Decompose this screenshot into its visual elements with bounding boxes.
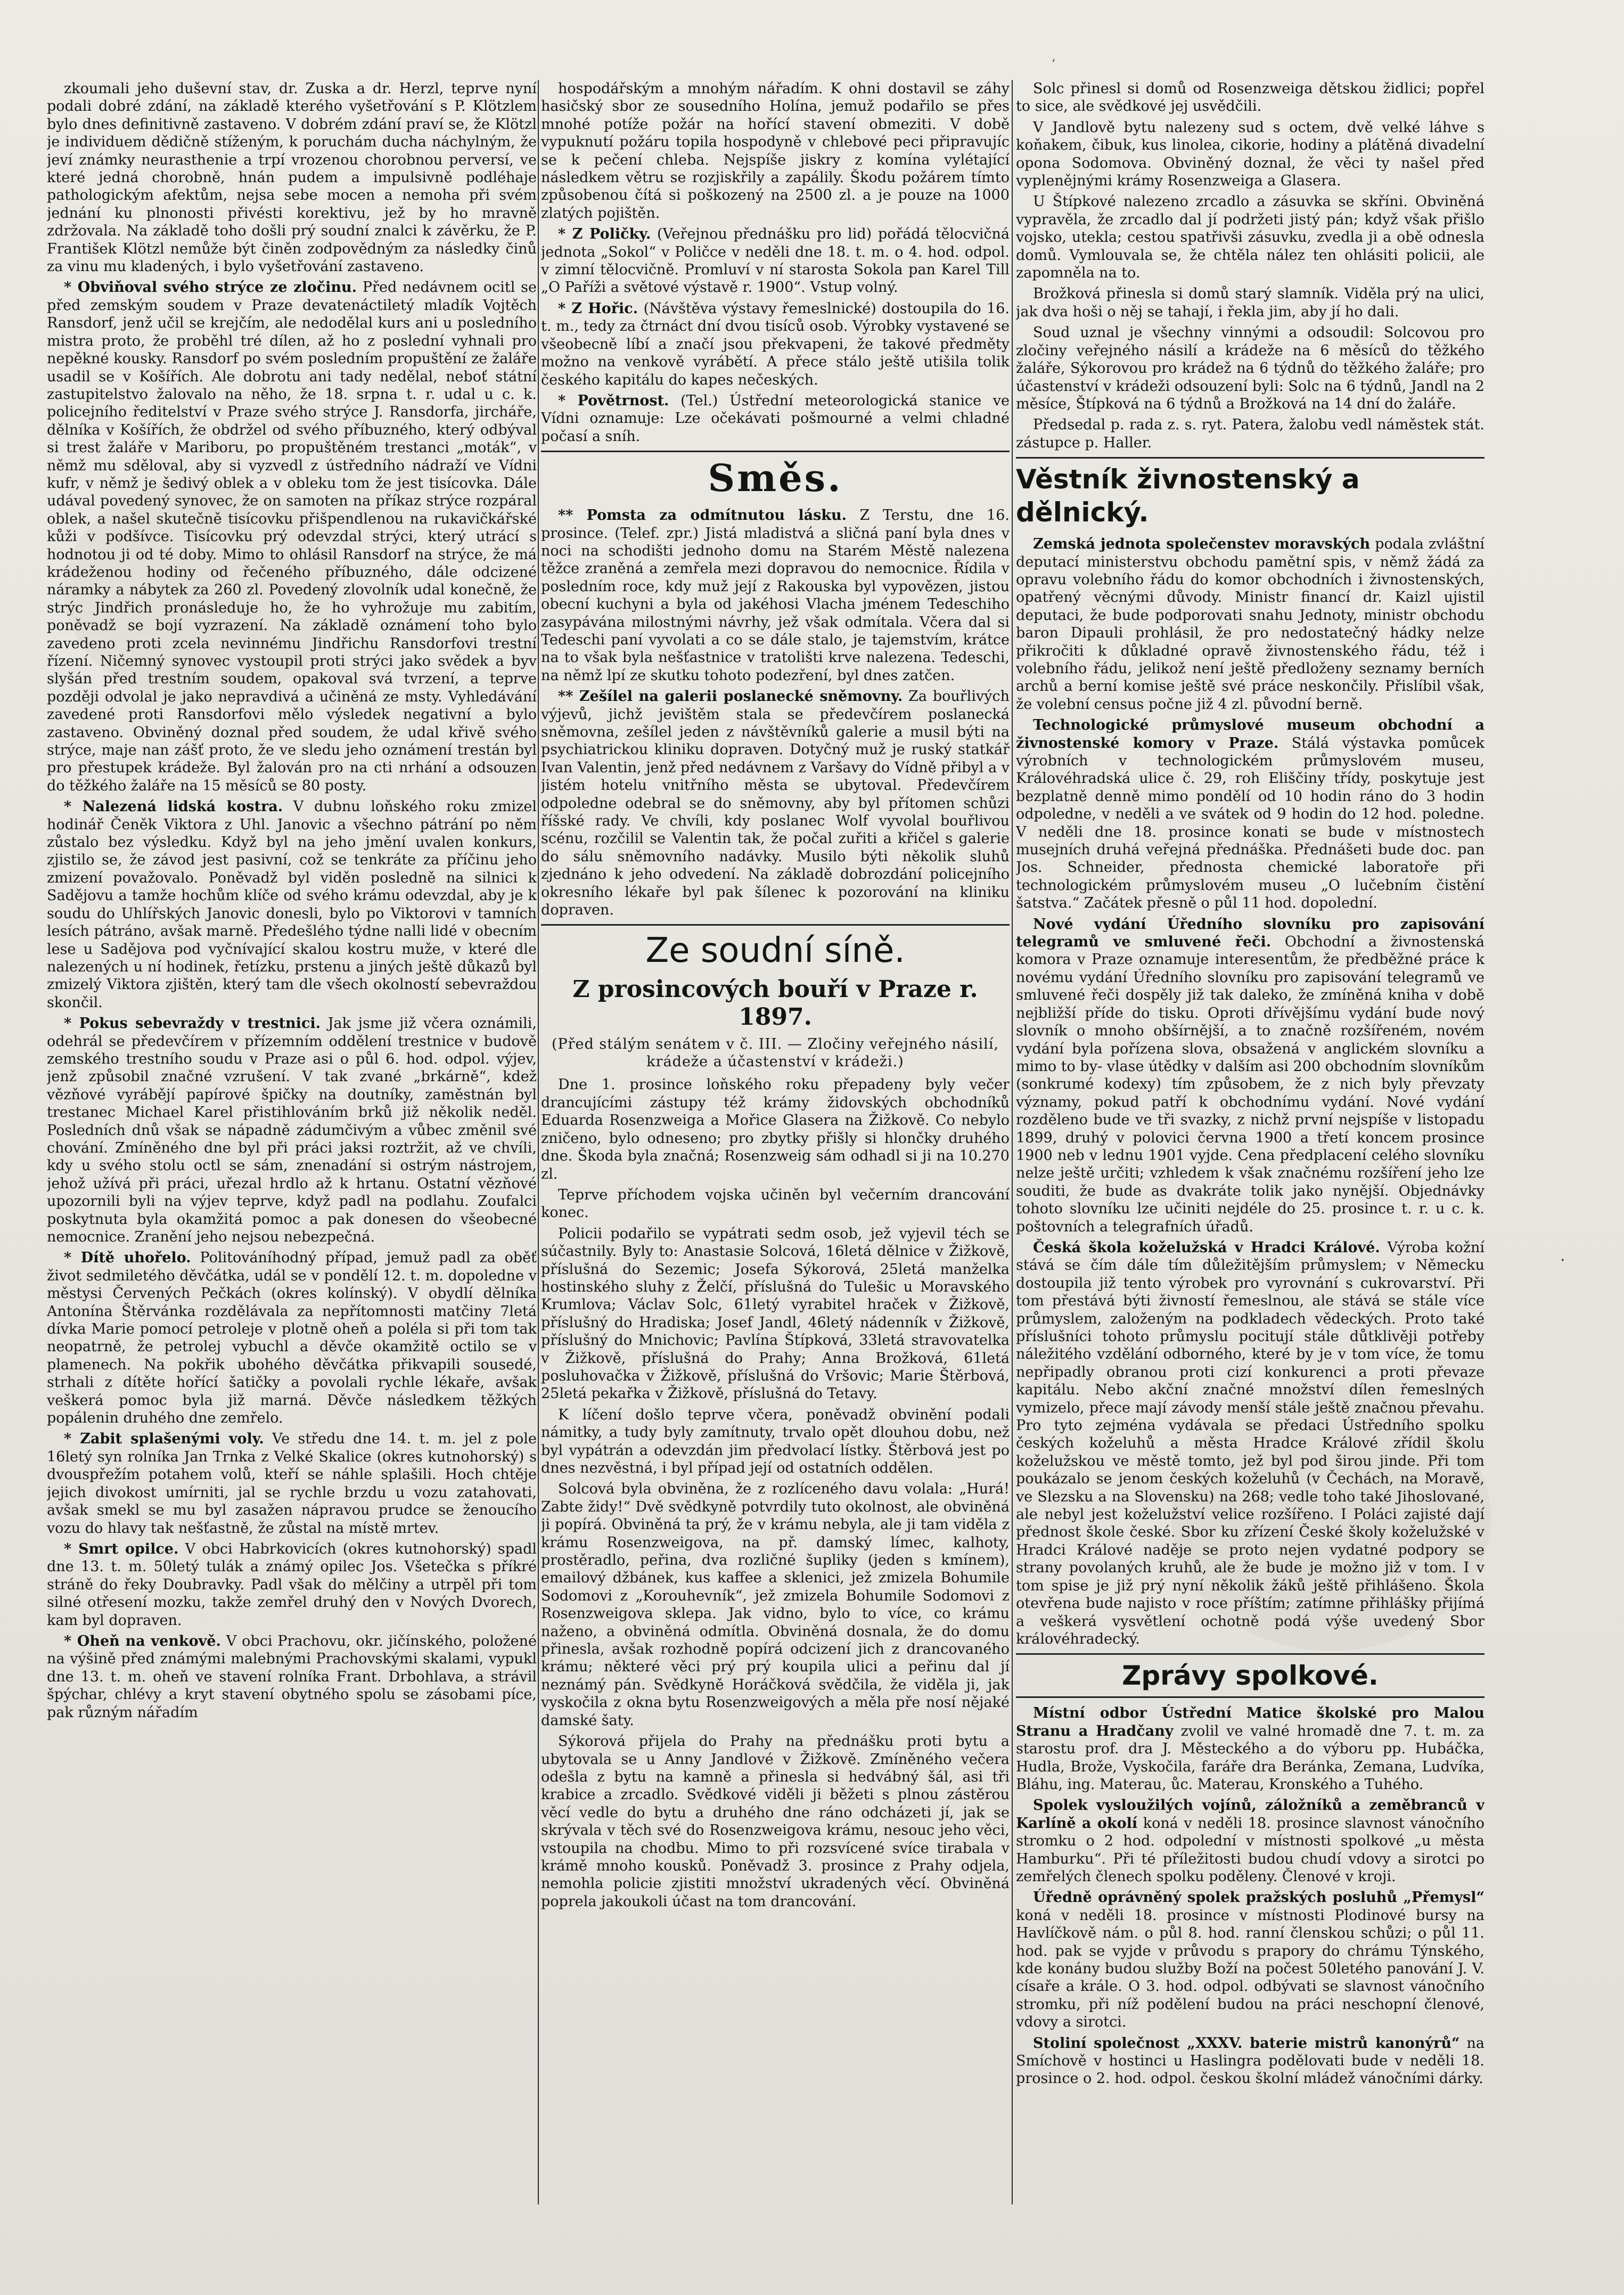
article-text: (Návštěva výstavy řemeslnické) dostoupila do 16. t. m., tedy za čtrnáct dní dvou tisíců osob. Výrobky vystavené se všeobecně líbí a značí jsou překvapeni, že takové předměty možno na venkově vyrábětí. A přece stálo ještě utišila tolik českého kapitálu do kapes nečeských. — [541, 300, 1010, 388]
article-text: Za bouřlivých výjevů, jichž jevištěm stala se předevčírem poslanecká sněmovna, zešílel jeden z návštěvníků galerie a musil býti na psychiatrickou kliniku dopraven. Dotyčný muž je ruský statkář Ivan Valentin, jenž před nedávnem z Varšavy do Vídně přibyl a v jistém hotelu vnitřního města se ubytoval. Předevčírem odpoledne odebral se do sněmovny, aby byl přítomen schůzi říšské rady. Ve chvíli, kdy poslanec Wolf vyvolal bouřlivou scénu, rozčilil se Valentin tak, že počal zuřiti a křičel s galerie do sálu sněmovního nadávky. Musilo býti několik sluhů zjednáno k jeho odvedení. Na základě dobrozdání policejního okresního lékaře byl pak šílenec k pozorování na kliniku dopraven. — [541, 688, 1010, 919]
article-text: U Štípkové nalezeno zrcadlo a zásuvka se skříni. Obviněná vypravěla, že zrcadlo dal jí podržeti jistý pán; když však přišlo vojsko, utekla; cestou spatřivši zásuvku, zvedla ji a obě odnesla domů. Vymlouvala se, že chtěla nález ten ohlásiti policii, ale zapomněla na to. — [1016, 193, 1484, 282]
section-title-smes: Směs. — [541, 451, 1010, 500]
article-headline: * Z Hořic. — [558, 300, 638, 317]
article-text: koná v neděli 18. prosince v místnosti Plodinové bursy na Havlíčkově nám. o půl 8. hod. ranní členskou schůzi; o půl 11. hod. pak se vyjde v průvodu s prapory do chrámu Týnského, kde konány budou služby Boží na počest 50letého panování J. V. císaře a krále. O 3. hod. odpol. odbývati se slavnost vánočního stromku, při níž podělení budou na práci neschopní členové, vdovy a sirotci. — [1016, 1907, 1484, 2031]
section-subtitle-court: Z prosincových bouří v Praze r. 1897. — [572, 976, 978, 1031]
column-1 — [47, 80, 537, 2204]
article-text: zvolil ve valné hromadě dne 7. t. m. za starostu prof. dra J. Městeckého a do výboru pp. Hubáčka, Hudla, Brože, Vyskočila, faráře dra Beránka, Zemana, Ludvíka, Bláhu, ing. Materau, ůc. Materau, Kronského a Tuhého. — [1016, 1722, 1484, 1793]
section-title-vestnik: Věstník živnostenský a dělnický. — [1016, 457, 1484, 529]
article-text: (Tel.) Ústřední meteorologická stanice ve Vídni oznamuje: Lze očekávati pošmourné a velmi chladné počasí a sníh. — [541, 392, 1010, 445]
article-text: zkoumali jeho duševní stav, dr. Zuska a dr. Herzl, teprve nyní podali dobré zdání, na základě kterého vyšetřování s P. Klötzlem bylo dnes definitivně zastaveno. V dobrém zdání praví se, že Klötzl je individuem dědičně stíženým, k poruchám ducha náchylným, že jeví známky neurasthenie a trpí vrozenou chorobnou perversí, ve které jedná chorobně, hnán pudem a impulsivně podléhaje pathologickým afektům, nejsa sebe mocen a nemoha při svém jednání ku plnonosti přivésti korektivu, jež by ho mravně zdržovala. Na základě toho došli prý soudní znalci k závěrku, že P. František Klötzl nemůže být činěn zodpovědným za následky činů za vinu mu kladených, i bylo vyšetřování zastaveno. — [47, 80, 537, 275]
article-paragraph — [1016, 1239, 1484, 1648]
article-headline: Stoliní společnost „XXXV. baterie mistrů kanonýrů“ — [1033, 2035, 1460, 2052]
court-case-note: (Před stálým senátem v č. III. — Zločiny veřejného násilí, krádeže a účastenství v krádeži.) — [551, 1036, 999, 1071]
article-text: Policii podařilo se vypátrati sedm osob, jež vyjevil téch se súčastnily. Byly to: Anastasie Solcová, 16letá dělnice v Žižkově, příslušná do Sezemic; Josefa Sýkorová, 25letá manželka hostinského sluhy z Želčí, příslušná do Tulešic u Moravského Krumlova; Václav Solc, 61letý vyrabitel hraček v Žižkově, příslušný do Hradiska; Josef Jandl, 46letý nádenník v Žižkově, příslušný do Mnichovic; Pavlína Štípková, 33letá stravovatelka v Žižkově, příslušná do Prahy; Anna Brožková, 61letá posluhovačka v Žižkově, příslušná do Vršovic; Marie Štěrbová, 25letá pekařka v Žižkově, příslušná do Tetavy. — [541, 1225, 1010, 1402]
article-paragraph — [541, 225, 1010, 297]
article-headline: ** Zešílel na galerii poslanecké sněmovny. — [558, 688, 903, 705]
column-rule — [1012, 80, 1013, 2204]
article-text: Solc přinesl si domů od Rosenzweiga dětskou židlici; popřel to sice, ale svědkové jej usvědčili. — [1016, 80, 1484, 115]
article-paragraph — [47, 279, 537, 795]
article-paragraph — [541, 1733, 1010, 1910]
article-text: V obci Habrkovicích (okres kutnohorský) spadl dne 13. t. m. 50letý tulák a známý opilec Jos. Všetečka s příkré stráně do řeky Doubravky. Padl však do mělčiny a utrpěl při tom silné otřesení mozku, takže zemřel druhý den v Nových Dvorech, kam byl dopraven. — [47, 1540, 537, 1629]
margin-mark: . — [1560, 1246, 1565, 1265]
article-headline: * Smrt opilce. — [64, 1540, 179, 1557]
article-headline: Místní odbor Ústřední Matice školské pro Malou Stranu a Hradčany — [1016, 1705, 1484, 1739]
article-text: Teprve příchodem vojska učiněn byl večerním drancování konec. — [541, 1186, 1010, 1221]
article-paragraph — [1016, 80, 1484, 116]
article-paragraph — [47, 798, 537, 1011]
article-headline: * Obviňoval svého strýce ze zločinu. — [64, 279, 357, 296]
article-headline: * Zabit splašenými voly. — [64, 1431, 264, 1448]
article-text: Sýkorová přijela do Prahy na přednášku proti bytu a ubytovala se u Anny Jandlové v Žižkově. Zmíněného večera odešla z bytu na kamně a přinesla si hedvábný šál, asi tři krabice a zrcadlo. Svědkové viděli ji běžeti s plnou zástěrou věcí vedle do bytu a druhého dne ráno odcházeti jí, jak se skrývala v těch své do Rosenzweigova krámu, nesouc jeho věci, vstoupila na chodbu. Mimo to při rozsvícené svíce tirabala v krámě mnoho kousků. Poněvadž 3. prosince z Prahy odjela, nemohla policie zjistiti množství ukradených věcí. Obviněná poprela jakoukoli účast na tom drancování. — [541, 1733, 1010, 1910]
article-paragraph — [1016, 285, 1484, 321]
article-text: hospodářským a mnohým nářadím. K ohni dostavil se záhy hasičský sbor ze sousedního Holína, jemuž podařilo se přes mnohé potíže požár na hořící stavení obmeziti. V době vypuknutí požáru topila hospodyně v chlebové peci připravujíc se k pečení chleba. Nejspíše jiskry z komína vylétající následkem větru se rozjiskřily a zapálily. Škodu požárem tímto způsobenou čítá si poškozený na 2500 zl. a je pouze na 1000 zlatých pojištěn. — [541, 80, 1010, 222]
article-headline: * Povětrnost. — [558, 392, 669, 409]
article-headline: * Dítě uhořelo. — [64, 1249, 191, 1267]
article-text: Ve středu dne 14. t. m. jel z pole 16letý syn rolníka Jan Trnka z Velké Skalice (okres kutnohorský) s dvouspřežím potahem volů, kteří se náhle splašili. Hoch chtěje jejich divokost umírniti, jal se rychle brzdu u vozu zatahovati, avšak smekl se mu byl zasažen nápravou prudce se ženoucího vozu do hlavy tak nešťastně, že zůstal na místě mrtev. — [47, 1431, 537, 1537]
article-paragraph — [47, 1540, 537, 1629]
article-text: Dne 1. prosince loňského roku přepadeny byly večer drancujícími zástupy též krámy židovských obchodníků Eduarda Rosenzweiga a Mořice Glasera na Žižkově. Co nebylo zničeno, bylo odneseno; pro zbytky přišly si hlončky druhého dne. Škoda byla značná; Rosenzweig sám odhadl si ji na 10.270 zl. — [541, 1076, 1010, 1182]
article-text: Solcová byla obviněna, že z rozlíceného davu volala: „Hurá! Zabte židy!“ Dvě svědkyně potvrdily tuto okolnost, ale obviněná ji popírá. Obviněná ta prý, že v krámu nebyla, ale ji tam viděla z krámu Rosenzweigova, na př. damský límec, kalhoty, prostěradlo, peřina, dva rozličné šupliky (jeden s kmínem), emailový džbánek, kus kaffee a sklenici, jež zmizela Bohumile Sodomovi z „Korouhevník“, jež zmizela Bohumile Sodomovi z Rosenzweigova sklepa. Jak vidno, bylo to více, co krámu naženo, a obviněná odmítla. Obviněná dosnala, že do domu přinesla, avšak rozhodně popírá odcizení jich z drancovaného krámu; některé věci prý prý koupila ulici a peřinu dal jí neznámý pán. Svědkyně Horáčková svědčila, že viděla ji, jak vyskočila z okna bytu Rosenzweigových a měla pře nosí nějaké damské šaty. — [541, 1481, 1010, 1729]
article-text: podala zvláštní deputací ministerstvu obchodu pamětní spis, v němž žádá za opravu volebního řádu do komor obchodních i živnostenských, opatřený věcnými důvody. Ministr financí dr. Kaizl ujistil deputaci, že bude podporovati snahu Jednoty, ministr obchodu baron Dipauli prohlásil, že pro nedostatečný hádky nelze přikročiti k důkladné opravě živnostenského řádu, též i volebního řádu, jelikož není ještě předloženy seznamy berních archů a berní komise ještě své práce neskončily. Přislíbil však, že volební census počne již 4 zl. původní berně. — [1016, 536, 1484, 713]
article-text: Jak jsme již včera oznámili, odehrál se předevčírem v přízemním oddělení trestnice v budově zemského trestního soudu v Praze asi o půl 6. hod. odpol. výjev, jenž způsobil značné vzrušení. V tak zvané „brkárně“, kdež vězňové vyrábějí papírové špičky na doutníky, zaměstnán byl trestanec Michael Karel přistihlováním brků již několik neděl. Posledních dnů však se nápadně zádumčivým a vůbec změnil své chování. Zmíněného dne byl při práci jaksi roztržit, až ve chvíli, kdy u svého stolu octl se sám, znenadání si ostrým nástrojem, jehož užívá při práci, uřezal hrdlo až k hrtanu. Ostatní vězňové upozornili byli na výjev teprve, když padl na podlahu. Zoufalci poskytnuta byla okamžitá pomoc a pak donesen do všeobecné nemocnice. Zranění jeho nejsou nebezpečná. — [47, 1015, 537, 1245]
article-text: Z Terstu, dne 16. prosince. (Telef. zpr.) Jistá mladistvá a sličná paní byla dnes v noci na schodišti jednoho domu na Starém Městě nalezena těžce zraněná a zemřela mezi dopravou do nemocnice. Řídila v posledním roce, kdy muž její z Rakouska byl vypovězen, jistou obecní kuchyni a byla od jakéhosi Vlacha jménem Tedeschiho zasypávána milostnými návrhy, jež však odmítala. Včera dal si Tedeschi paní vyvolati a co se dále stalo, je tajemstvím, krátce na to však byla nešťastnice v tratolišti krve nalezena. Tedeschi, na němž lpí ze skutku tohoto podezření, byl dnes zatčen. — [541, 507, 1010, 684]
article-text: na Smíchově v hostinci u Haslingra podělovati bude v neděli 18. prosince o 2. hod. odpol. českou školní mládež vánočními dárky. — [1016, 2035, 1484, 2087]
article-paragraph — [1016, 1704, 1484, 1793]
article-text: V Jandlově bytu nalezeny sud s octem, dvě velké láhve s koňakem, čibuk, kus linolea, cikorie, hodiny a plátěná divadelní opona Sodomova. Obviněný doznal, že věci ty našel před vyplenějnými krámy Rosenzweiga a Glasera. — [1016, 119, 1484, 190]
article-paragraph — [1016, 119, 1484, 190]
article-headline: * Nalezená lidská kostra. — [64, 798, 283, 815]
article-paragraph — [47, 80, 537, 275]
article-text: Před nedávnem ocitl se před zemským soudem v Praze devatenáctiletý mladík Vojtěch Ransdorf, jenž učil se krejčím, ale nedodělal kurs ani u posledního mistra proto, že proběhl tré dílen, až ho z poslední vyhnali pro nepěkné kousky. Ransdorf po svém posledním propuštění ze žaláře usadil se v Košířích. Ale dobrotu ani tady nedělal, neboť státní zastupitelstvo žalovalo na něho, že 18. srpna t. r. udal u c. k. policejního ředitelství v Praze svého strýce J. Ransdorfa, jircháře, dělníka v Košířích, že obdržel od svého příbuzného, který odbýval si trest žaláře v Mariboru, po propuštěném trestanci „moták“, v němž mu sděloval, aby si vyzvedl z ústředního nádraží ve Vídni kufr, v němž je šedivý oblek a v obleku tom že jest tisícovka. Dále udával povedený synovec, že on samoten na příkaz strýce rozpáral oblek, a našel skutečně tisícovku přišpendlenou na rukavičkářské kůži v podšívce. Tisícovku prý odevzdal strýci, který utrácí s hodnotou ji od té doby. Mimo to ohlásil Ransdorf na strýce, že má krádeženou hodiny od řečeného příbuzného, dále odcizené náramky a nábytek za 260 zl. Povedený zlovolník udal konečně, že strýc Jindřich pronásleduje ho, že ho vyhrožuje mu zabitím, poněvadž se bojí vyzrazení. Na základě oznámení toho bylo zavedeno proti zcela nevinnému Jindřichu Ransdorfovi trestní řízení. Ničemný synovec vystoupil proti strýci jako svědek a byv slyšán před trestním soudem, opakoval svá tvrzení, a teprve později odvolal je jako nepravdivá a učiněná ze msty. Vyhledávání zavedené proti Ransdorfovi mělo výsledek negativní a bylo zastaveno. Obviněný doznal před soudem, že udal křivě svého strýce, maje nan zášť proto, že ve sledu jeho oznámení trestán byl pro přestupek krádeže. Byl žalován pro na cti nrhání a odsouzen do těžkého žaláře na 15 měsíců se 80 posty. — [47, 279, 537, 794]
article-headline: Nové vydání Úředního slovníku pro zapisování telegramů ve smluvené řeči. — [1016, 916, 1484, 951]
section-title-court: Ze soudní síně. — [541, 924, 1010, 970]
article-text: Výroba kožní stává se čím dále tím důležitějším průmyslem; v Německu dostoupila již tento výrobek pro vyrovnání s cukrovarství. Při tom přestává býti živností řemeslnou, ale stává se stále více průmyslem, založeným na podkladech vědeckých. Proto také příslušníci tohoto průmyslu pocitují stále důtklivěji potřeby náležitého vzdělání odborného, které by je v tom více, že tomu nepřipadly obranou proti cizí konkurenci a proti převaze kapitálu. Nebo akční značné množství dílen řemeslných vymizelo, přece mají závody menší stále ještě značnou převahu. Pro tyto zejména vydávala se předaci Ústředního spolku českých koželuhů a města Hradce Králové zřídil školu koželužskou ve městě tomto, jež byl pod širou jinde. Při tom poukázalo se jenom českých koželuhů (v Čechách, na Moravě, ve Slezsku a na Slovensku) na 268; vedle toho také Jihoslované, ale nebyl jest koželužství velice rozšířeno. I Poláci zajisté dají přednost škole české. Sbor ku zřízení České školy koželužské v Hradci Králové naděje se proto nejen vydatné podpory se strany povolaných kruhů, ale že bude je možno již v tom. I v tom spise je již prý nyní několik žáků ještě přihlášeno. Škola otevřena bude najisto v roce příštím; zatímne přihlášky přijímá a veškerá vysvětlení ochotně podá výše uvedený Sbor královéhradecký. — [1016, 1239, 1484, 1647]
article-paragraph — [541, 1076, 1010, 1182]
article-text: Předsedal p. rada z. s. ryt. Patera, žalobu vedl náměstek stát. zástupce p. Haller. — [1016, 416, 1484, 451]
article-text: Soud uznal je všechny vinnými a odsoudil: Solcovou pro zločiny veřejného násilí a krádeže na 6 měsíců do těžkého žaláře, Sýkorovou pro krádež na 6 týdnů do těžkého žaláře; pro účastenství v krádeži odsouzení byli: Solc na 6 týdnů, Jandl na 2 měsíce, Štípková na 6 týdnů a Brožková na 14 dní do žaláře. — [1016, 324, 1484, 412]
article-paragraph — [541, 688, 1010, 919]
article-paragraph — [1016, 535, 1484, 713]
article-headline: Úředně oprávněný spolek pražských posluhů „Přemysl“ — [1033, 1889, 1484, 1906]
article-text: K líčení došlo teprve včera, poněvadž obvinění podali námitky, a tudy byly zamítnuty, trvalo opět dlouhou dobu, než byl vypátrán a odevzdán jim předvolací lístky. Štěrbová jest po dnes nezvěstná, i byl případ její od ostatních oddělen. — [541, 1406, 1010, 1476]
article-paragraph — [47, 1430, 537, 1537]
article-text: koná v neděli 18. prosince slavnost vánočního stromku o 2 hod. odpolední v místnosti spolkové „u města Hamburku“. Při té příležitosti budou chudí vdovy a sirotci po zemřelých členech spolku poděleny. Členové v kroji. — [1016, 1815, 1484, 1885]
article-headline: * Z Poličky. — [558, 226, 651, 243]
article-paragraph — [47, 1249, 537, 1427]
article-headline: Česká škola koželužská v Hradci Králové. — [1033, 1239, 1380, 1256]
article-text: Brožková přinesla si domů starý slamník. Viděla prý na ulici, jak dva hoši o něj se tahají, i řekla jim, aby jí ho dali. — [1016, 285, 1484, 320]
article-paragraph — [541, 392, 1010, 445]
article-text: V obci Prachovu, okr. jičínského, položené na výšině před známými malebnými Prachovskými skalami, vypukl dne 13. t. m. oheň ve stavení rolníka Frant. Drbohlava, a strávil špýchar, chlévy a kryt stavení obytného spolu se zásobami píce, pak různým nářadím — [47, 1632, 537, 1721]
article-paragraph — [541, 1186, 1010, 1222]
article-paragraph — [1016, 193, 1484, 282]
article-paragraph — [1016, 716, 1484, 912]
article-paragraph — [47, 1632, 537, 1721]
article-paragraph — [541, 1406, 1010, 1477]
article-headline: Zemská jednota společenstev moravských — [1033, 536, 1371, 553]
column-2 — [541, 80, 1010, 2204]
article-paragraph — [541, 507, 1010, 684]
article-paragraph — [541, 300, 1010, 389]
section-title-zpravy: Zprávy spolkové. — [1016, 1653, 1484, 1698]
article-paragraph — [541, 80, 1010, 222]
article-paragraph — [541, 1225, 1010, 1403]
article-text: V dubnu loňského roku zmizel hodinář Čeněk Viktora z Uhl. Janovic a všechno pátrání po něm zůstalo bez výsledku. Když byl na jeho jmění uvalen konkurs, zjistilo se, že závod jest pasivní, což se tenkráte za příčinu jeho zmizení považovalo. Poněvadž byl viděn posledně na silnici k Sadějovu a tamže hochům klíče od svého krámu odevzdal, aby je k soudu do Uhlířských Janovic donesli, bylo po Viktorovi v tamních lesích pátráno, avšak marně. Předešlého týdne nalli lidé v obecním lese u Sadějova pod vyčnívající skalou kostru muže, v které dle nalezených u ní hodinek, řetízku, prstenu a jiných ještě důkazů byl zmizelý Viktora zjištěn, který tam dle všech okolností sebevraždou skončil. — [47, 798, 537, 1011]
article-text: Politováníhodný případ, jemuž padl za oběť život sedmiletého děvčátka, udál se v pondělí 12. t. m. dopoledne v městysi Červených Pečkách (okres kolínský). V obydlí dělníka Antonína Štěrvánka rozdělávala za nepřítomnosti matčiny 7letá dívka Marie pomocí petroleje v plotně oheň a poléla si při tom tak neopatrně, že petrolej vybuchl a děvče okamžitě octilo se v plamenech. Na pokřik ubohého děvčátka přikvapili sousedé, strhali z dítěte hořící šatičky a povolali rychle lékaře, avšak veškerá pomoc byla již marná. Děvče následkem těžkých popálenin druhého dne zemřelo. — [47, 1249, 537, 1427]
article-headline: Technologické průmyslové museum obchodní a živnostenské komory v Praze. — [1016, 717, 1484, 752]
column-rule — [538, 80, 539, 2204]
article-paragraph — [1016, 324, 1484, 413]
page-mark: ʻ — [1052, 58, 1055, 71]
article-paragraph — [1016, 2035, 1484, 2088]
article-paragraph — [1016, 1889, 1484, 2031]
article-paragraph — [1016, 916, 1484, 1236]
article-headline: * Oheň na venkově. — [64, 1632, 221, 1649]
article-headline: * Pokus sebevraždy v trestnici. — [64, 1015, 321, 1032]
article-paragraph — [1016, 416, 1484, 452]
article-text: (Veřejnou přednášku pro lid) pořádá tělocvičná jednota „Sokol“ v Poličce v neděli dne 18. t. m. o 4. hod. odpol. v zimní tělocvičně. Promluví v ní starosta Sokola pan Karel Till „O Paříži a světové výstavě r. 1900“. Vstup volný. — [541, 226, 1010, 296]
article-paragraph — [47, 1015, 537, 1246]
article-text: Obchodní a živnostenská komora v Praze oznamuje interesentům, že předběžné práce k novému vydání Úředního slovníku pro zapisování telegramů ve smluvené řeči dospěly již tak daleko, že zmíněná kniha v době nejbližší příde do tisku. Oproti dřívějšímu vydání bude nový slovník o mnoho obšírnější, a to značně rozšířeném, novém vydání byla pořízena slova, obsažená v anglickém slovníku a mimo to by- vlase útědky v dalším asi 200 obchodním slovníkům (sonkrumé kodexy) tím způsobem, že z nich byly převzaty významy, pokud patří k obchodnímu vydání. Nové vydání rozděleno bude ve tři svazky, z nichž první nejspíše v listopadu 1899, druhý v polovici června 1900 a třetí koncem prosince 1900 neb v lednu 1901 vyjde. Cena předplacení celého slovníku nelze ještě určiti; vzhledem k však značnému rozšíření jeho lze souditi, že bude as dvakráte tolik jako nynější. Objednávky tohoto slovníku lze učiniti nejdéle do 25. prosince t. r. u c. k. poštovních a telegrafních úřadů. — [1016, 934, 1484, 1235]
article-paragraph — [541, 1480, 1010, 1729]
article-headline: ** Pomsta za odmítnutou lásku. — [558, 507, 847, 524]
article-headline: Spolek vysloužilých vojínů, záložníků a zeměbranců v Karlíně a okolí — [1016, 1797, 1484, 1832]
article-paragraph — [1016, 1796, 1484, 1885]
article-text: Stálá výstavka pomůcek výrobních v technologickém průmyslovém museu, Královéhradská ulice č. 29, roh Eliščiny třídy, poskytuje jest bezplatně denně mimo pondělí od 10 hodin ráno do 3 hodin odpoledne, v neděli a ve svátek od 9 hodin do 12 hod. poledne. V neděli dne 18. prosince konati se bude v místnostech musejních druhá veřejná přednáška. Přednášeti bude doc. pan Jos. Schneider, přednosta chemické laboratoře při technologickém průmyslovém museu „O lučebním čistění šatstva.“ Začátek přesně o půl 11 hod. dopolední. — [1016, 734, 1484, 912]
column-3 — [1016, 80, 1484, 2204]
